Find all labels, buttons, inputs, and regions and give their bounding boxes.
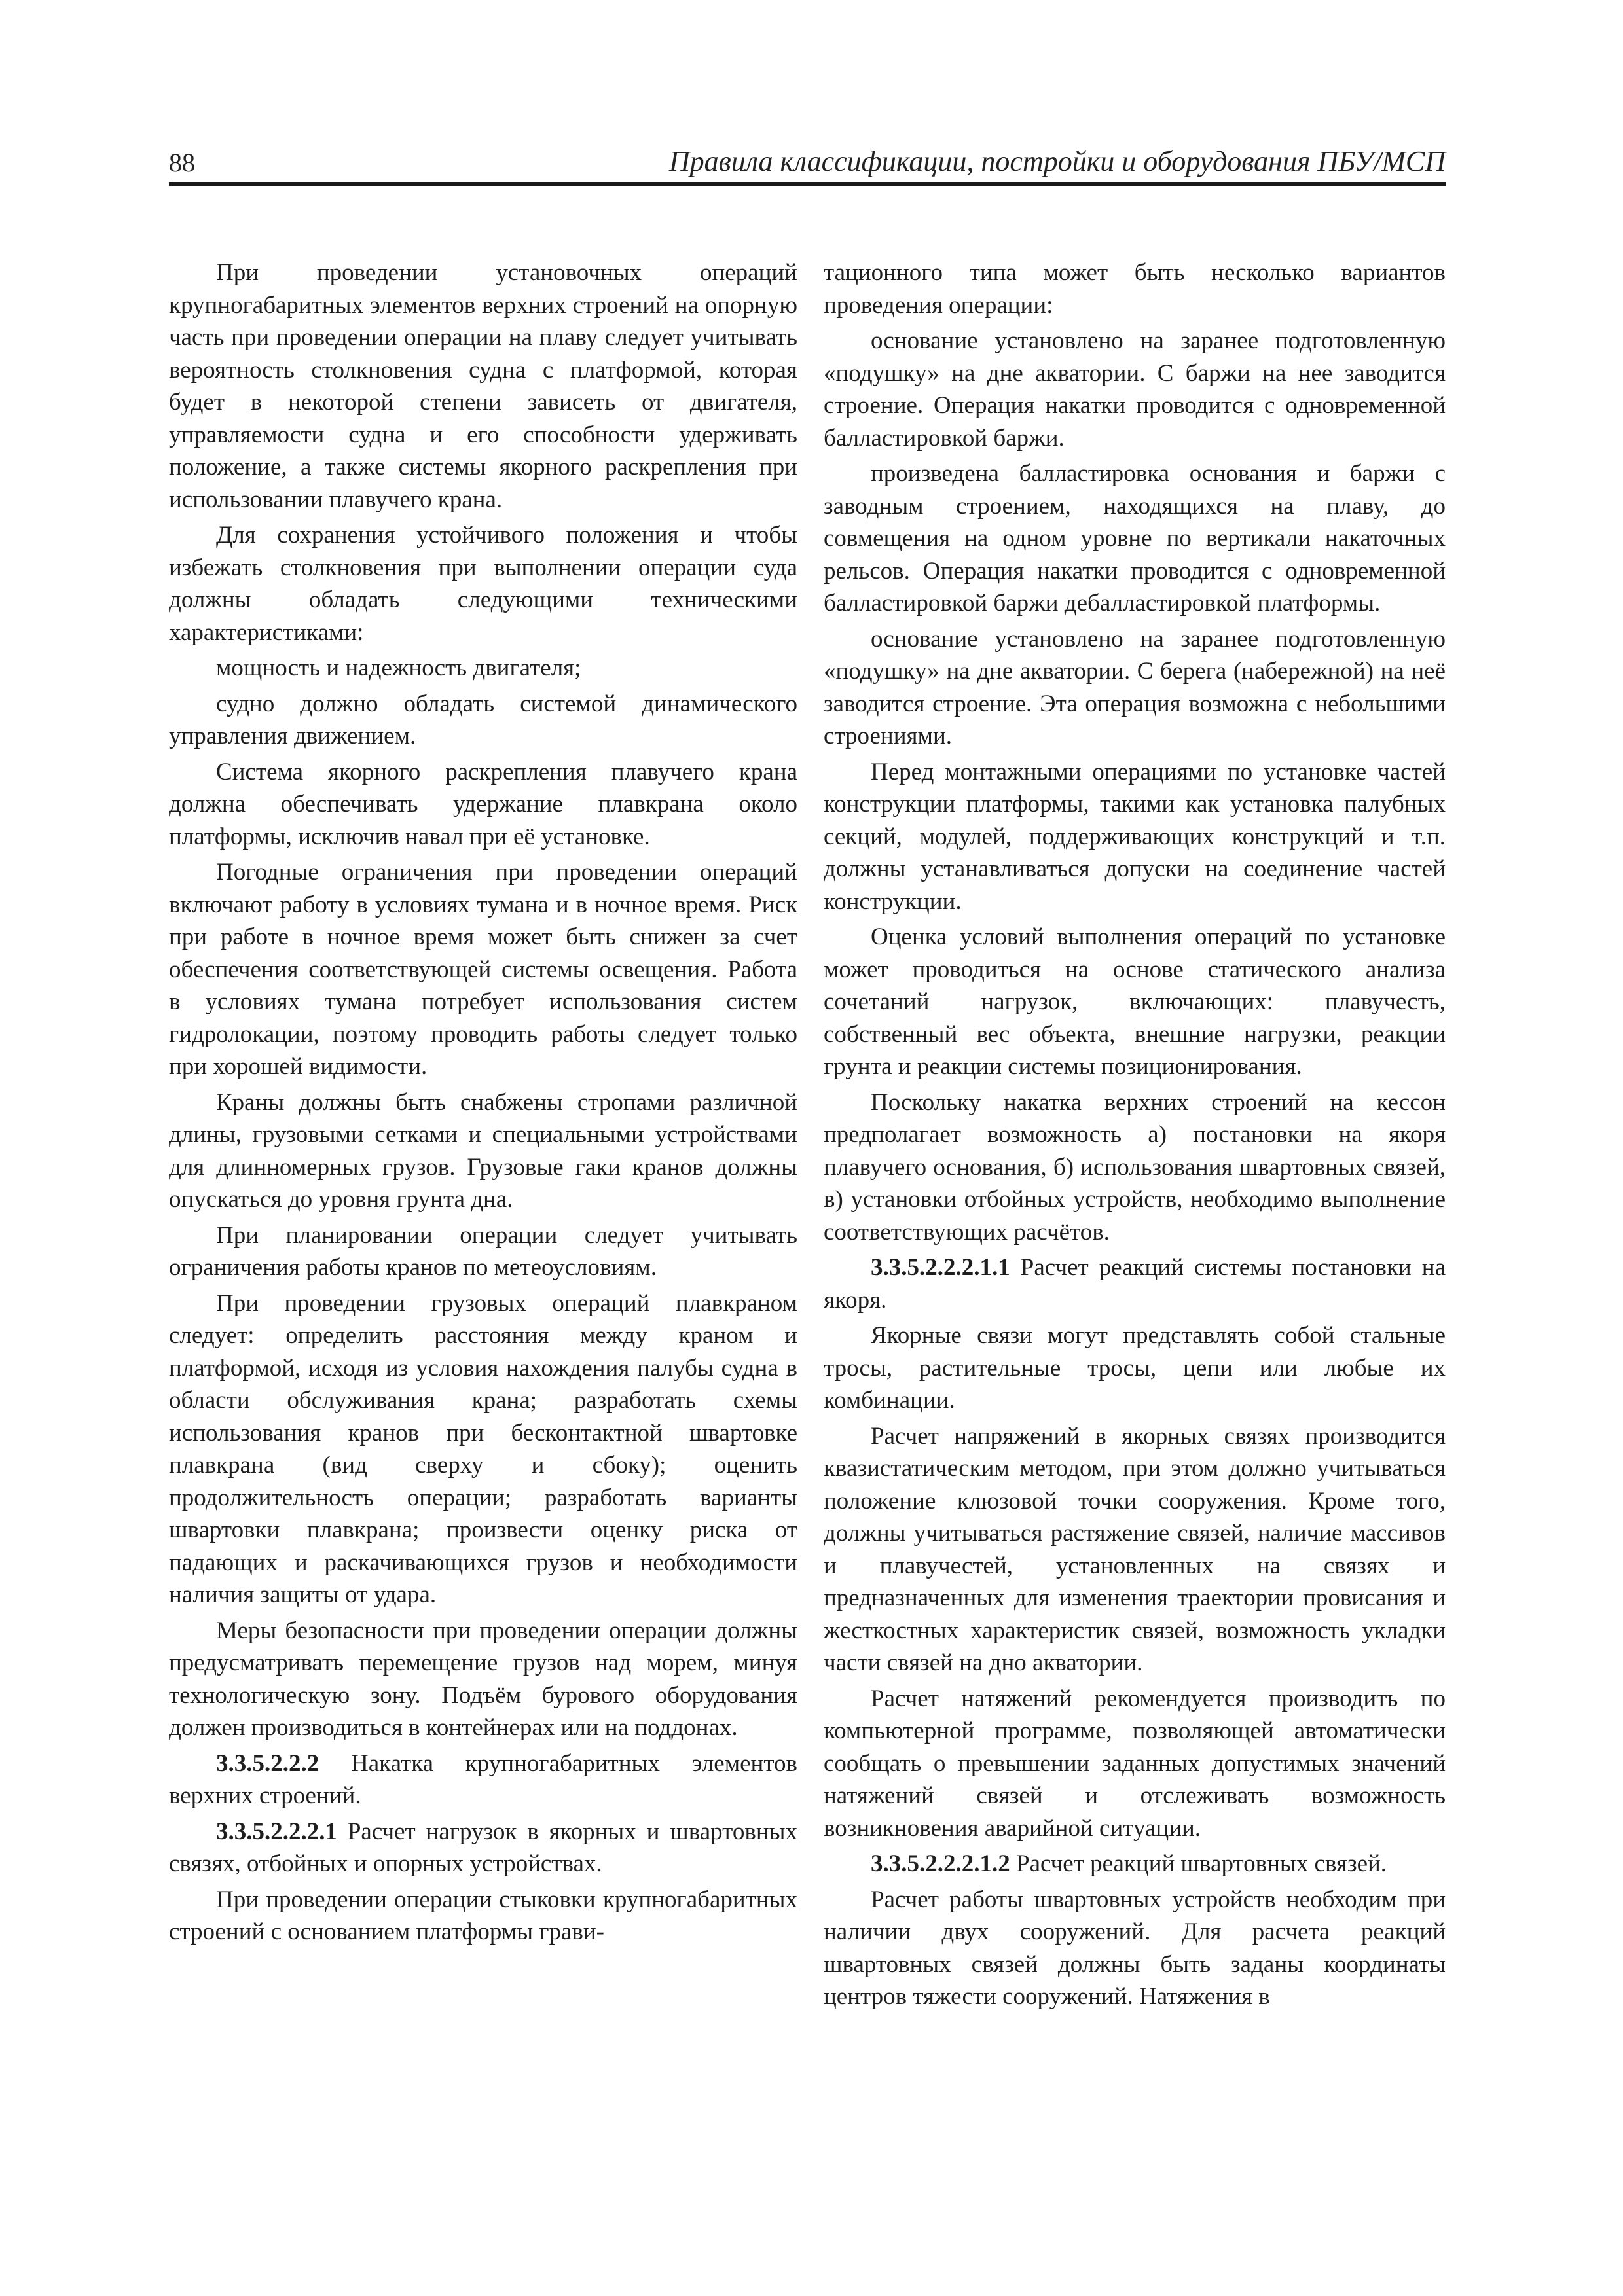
paragraph-text: При проведении операции стыковки крупногабаритных строений с основанием платформы грави- [169,1886,797,1945]
paragraph [169,688,797,753]
section-number: 3.3.5.2.2.2 [216,1749,319,1777]
paragraph [169,1884,797,1948]
paragraph [169,1287,797,1611]
section-number: 3.3.5.2.2.2.1.2 [871,1850,1010,1877]
paragraph [824,325,1446,454]
page-number: 88 [169,148,195,177]
paragraph-text: тационного типа может быть несколько вариантов проведения операции: [824,259,1446,319]
section-paragraph [169,1748,797,1812]
paragraph-text: судно должно обладать системой динамического управления движением. [169,690,797,749]
paragraph-text: Краны должны быть снабжены стропами различной длины, грузовыми сетками и специальными устройствами для длинномерных грузов. Грузовые гаки кранов должны опускаться до уровня грунта дна. [169,1088,797,1213]
paragraph-text: Расчет работы швартовных устройств необходим при наличии двух сооружений. Для расчета реакций швартовных связей должны быть заданы координаты центров тяжести сооружений. Натяжения в [824,1886,1446,2010]
paragraph-text: Погодные ограничения при проведении операций включают работу в условиях тумана и в ночное время. Риск при работе в ночное время может быть снижен за счет обеспечения соответствующей системы освещения. Работа в условиях тумана потребует использования систем гидролокации, поэтому проводить работы следует только при хорошей видимости. [169,859,797,1080]
paragraph-text: При проведении грузовых операций плавкраном следует: определить расстояния между краном и платформой, исходя из условия нахождения палубы судна в области обслуживания крана; разработать схемы использования кранов при бесконтактной швартовке плавкрана (вид сверху и сбоку); оценить продолжительность операции; разработать варианты швартовки плавкрана; произвести оценку риска от падающих и раскачивающихся грузов и необходимости наличия защиты от удара. [169,1289,797,1608]
section-paragraph [169,1816,797,1880]
paragraph-text: произведена балластировка основания и баржи с заводным строением, находящихся на плаву, до совмещения на одном уровне по вертикали накаточных рельсов. Операция накатки проводится с одновременной балластировкой баржи дебалластировкой платформы. [824,460,1446,617]
paragraph [169,519,797,649]
section-paragraph [824,1251,1446,1316]
paragraph-text: основание установлено на заранее подготовленную «подушку» на дне акватории. С берега (набережной) на неё заводится строение. Эта операция возможна с небольшими строениями. [824,625,1446,749]
paragraph-text: Якорные связи могут представлять собой стальные тросы, растительные тросы, цепи или любые их комбинации. [824,1322,1446,1414]
paragraph-text: Расчет реакций швартовных связей. [1016,1850,1387,1877]
paragraph [169,652,797,685]
paragraph-text: мощность и надежность двигателя; [216,655,581,681]
paragraph [824,1086,1446,1249]
section-number: 3.3.5.2.2.2.1 [216,1818,337,1845]
paragraph [169,1219,797,1284]
paragraph [169,856,797,1083]
paragraph-text: Перед монтажными операциями по установке частей конструкции платформы, такими как установка палубных секций, модулей, поддерживающих конструкций и т.п. должны устанавливаться допуски на соединение частей конструкции. [824,758,1446,915]
paragraph-text: Меры безопасности при проведении операции должны предусматривать перемещение грузов над морем, минуя технологическую зону. Подъём бурового оборудования должен производиться в контейнерах или на поддонах. [169,1617,797,1741]
running-title: Правила классификации, постройки и оборудования ПБУ/МСП [668,145,1446,177]
paragraph-text: Расчет напряжений в якорных связях производится квазистатическим методом, при этом должно учитываться положение клюзовой точки сооружения. Кроме того, должны учитываться растяжение связей, наличие массивов и плавучестей, установленных на связях и предназначенных для изменения траектории провисания и жесткостных характеристик связей, возможность укладки части связей на дно акватории. [824,1422,1446,1676]
paragraph [169,756,797,853]
running-header [169,139,1446,186]
section-number: 3.3.5.2.2.2.1.1 [871,1254,1010,1281]
paragraph-text: Расчет натяжений рекомендуется производить по компьютерной программе, позволяющей автоматически сообщать о превышении заданных допустимых значений натяжений связей и отслеживать возможность возникновения аварийной ситуации. [824,1685,1446,1842]
paragraph [824,1319,1446,1417]
paragraph [824,1683,1446,1845]
paragraph [169,257,797,516]
right-column [824,257,1446,2017]
paragraph [169,1086,797,1216]
paragraph [824,257,1446,321]
paragraph-text: Система якорного раскрепления плавучего крана должна обеспечивать удержание плавкрана около платформы, исключив навал при её установке. [169,758,797,850]
paragraph-text: Поскольку накатка верхних строений на кессон предполагает возможность а) постановки на якоря плавучего основания, б) использования швартовных связей, в) установки отбойных устройств, необходимо выполнение соответствующих расчётов. [824,1088,1446,1246]
paragraph-text: основание установлено на заранее подготовленную «подушку» на дне акватории. С баржи на нее заводится строение. Операция накатки проводится с одновременной балластировкой баржи. [824,327,1446,452]
paragraph [824,1420,1446,1679]
paragraph-text: Для сохранения устойчивого положения и чтобы избежать столкновения при выполнении операции суда должны обладать следующими техническими характеристиками: [169,522,797,646]
section-paragraph [824,1848,1446,1880]
paragraph-text: При проведении установочных операций крупногабаритных элементов верхних строений на опорную часть при проведении операции на плаву следует учитывать вероятность столкновения судна с платформой, которая будет в некоторой степени зависеть от двигателя, управляемости судна и его способности удерживать положение, а также системы якорного раскрепления при использовании плавучего крана. [169,259,797,513]
paragraph [824,623,1446,753]
paragraph [824,921,1446,1083]
paragraph [824,1884,1446,2013]
paragraph [824,457,1446,620]
left-column [169,257,797,1952]
paragraph-text: При планировании операции следует учитывать ограничения работы кранов по метеоусловиям. [169,1221,797,1281]
paragraph [824,756,1446,918]
paragraph-text: Расчет нагрузок в якорных и швартовных связях, отбойных и опорных устройствах. [169,1818,797,1877]
paragraph-text: Оценка условий выполнения операций по установке может проводиться на основе статического анализа сочетаний нагрузок, включающих: плавучесть, собственный вес объекта, внешние нагрузки, реакции грунта и реакции системы позиционирования. [824,924,1446,1080]
paragraph-text: Накатка крупногабаритных элементов верхних строений. [169,1749,798,1809]
paragraph-text: Расчет реакций системы постановки на якоря. [824,1254,1446,1314]
paragraph [169,1615,797,1744]
